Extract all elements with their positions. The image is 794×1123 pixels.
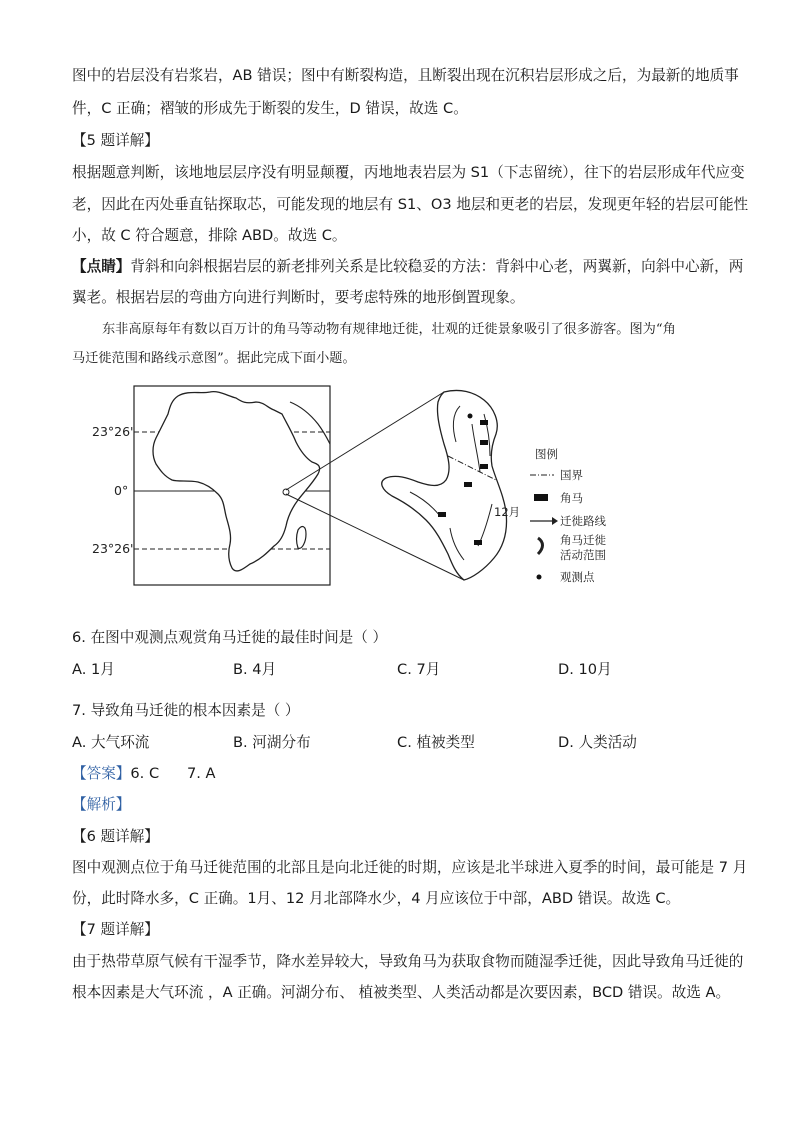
legend-range-icon <box>538 538 543 554</box>
q6-option-a: A. 1月 <box>72 661 115 678</box>
legend-route-label: 迁徙路线 <box>560 514 606 528</box>
wildebeest-icon <box>464 482 472 487</box>
text-line: 由于热带草原气候有干湿季节，降水差异较大，导致角马为获取食物而随湿季迁徙，因此导致角马迁徙的 <box>72 953 744 970</box>
text-line: 翼老。根据岩层的弯曲方向进行判断时，要考虑特殊的地形倒置现象。 <box>72 289 525 306</box>
legend-border-label: 国界 <box>560 468 583 482</box>
lat-label-equator: 0° <box>114 483 129 498</box>
migration-inset <box>382 390 520 580</box>
text-line: 图中的岩层没有岩浆岩，AB 错误；图中有断裂构造，且断裂出现在沉积岩层形成之后，为最新的地质事 <box>72 67 739 84</box>
lat-label-south: 23°26' <box>92 541 134 556</box>
text-line: 根本因素是大气环流 ，A 正确。河湖分布、 植被类型、人类活动都是次要因素，BCD 错误。故选 A。 <box>72 984 731 1001</box>
wildebeest-icon <box>480 464 488 469</box>
arabia-outline <box>290 402 330 444</box>
q6-option-b: B. 4月 <box>233 661 277 678</box>
legend-range-label-2: 活动范围 <box>560 548 606 562</box>
text-line: 根据题意判断，该地地层层序没有明显颠覆，丙地地表岩层为 S1（下志留统），往下的岩层形成年代应变 <box>72 164 745 181</box>
legend-observation-icon <box>537 575 542 580</box>
madagascar-outline <box>297 527 307 549</box>
tip-paragraph <box>72 257 743 277</box>
legend-range-label: 角马迁徙 <box>560 533 606 547</box>
wildebeest-icon <box>438 512 446 517</box>
q6-option-d: D. 10月 <box>558 661 612 678</box>
question-intro: 东非高原每年有数以百万计的角马等动物有规律地迁徙，壮观的迁徙景象吸引了很多游客。图为“角 <box>102 322 676 337</box>
answer-text: 6. C 7. A <box>130 765 216 782</box>
text-line: 老，因此在丙处垂直钻探取芯，可能发现的地层有 S1、O3 地层和更老的岩层，发现更年轻的岩层可能性 <box>72 196 749 213</box>
wildebeest-icon <box>474 540 482 545</box>
analysis-label: 【解析】 <box>72 796 131 813</box>
legend <box>530 447 606 584</box>
section-heading-q5: 【5 题详解】 <box>72 132 159 149</box>
q7-option-a: A. 大气环流 <box>72 734 150 751</box>
legend-wildebeest-icon <box>534 494 548 501</box>
q6-option-c: C. 7月 <box>397 661 441 678</box>
legend-arrow-head <box>552 517 558 525</box>
question-7-stem: 7. 导致角马迁徙的根本因素是（ ） <box>72 702 300 719</box>
text-line: 件，C 正确；褶皱的形成先于断裂的发生，D 错误，故选 C。 <box>72 100 468 117</box>
q7-option-d: D. 人类活动 <box>558 734 637 751</box>
question-6-stem: 6. 在图中观测点观赏角马迁徙的最佳时间是（ ） <box>72 629 388 646</box>
month-label: 12月 <box>494 505 521 519</box>
text-line: 小，故 C 符合题意，排除 ABD。故选 C。 <box>72 227 347 244</box>
africa-outline <box>153 392 320 571</box>
answer-line <box>72 764 216 784</box>
q7-option-c: C. 植被类型 <box>397 734 475 751</box>
legend-title: 图例 <box>535 447 558 461</box>
migration-map-figure <box>60 384 700 589</box>
q7-option-b: B. 河湖分布 <box>233 734 311 751</box>
wildebeest-icon <box>480 440 488 445</box>
observation-point <box>468 414 473 419</box>
wildebeest-icon <box>480 420 488 425</box>
legend-wildebeest-label: 角马 <box>560 491 583 505</box>
section-heading-q6: 【6 题详解】 <box>72 828 159 845</box>
section-heading-q7: 【7 题详解】 <box>72 921 159 938</box>
question-intro: 马迁徙范围和路线示意图”。据此完成下面小题。 <box>72 351 356 366</box>
text-line: 图中观测点位于角马迁徙范围的北部且是向北迁徙的时期，应该是北半球进入夏季的时间，最可能是 7 月 <box>72 859 748 876</box>
lat-label-north: 23°26' <box>92 424 134 439</box>
tip-text: 背斜和向斜根据岩层的新老排列关系是比较稳妥的方法：背斜中心老，两翼新，向斜中心新，两 <box>130 258 744 275</box>
tip-label: 【点睛】 <box>72 258 131 275</box>
text-line: 份，此时降水多，C 正确。1月、12 月北部降水少，4 月应该位于中部，ABD 错误。故选 C。 <box>72 890 681 907</box>
legend-observation-label: 观测点 <box>560 570 595 584</box>
answer-label: 【答案】 <box>72 765 131 782</box>
